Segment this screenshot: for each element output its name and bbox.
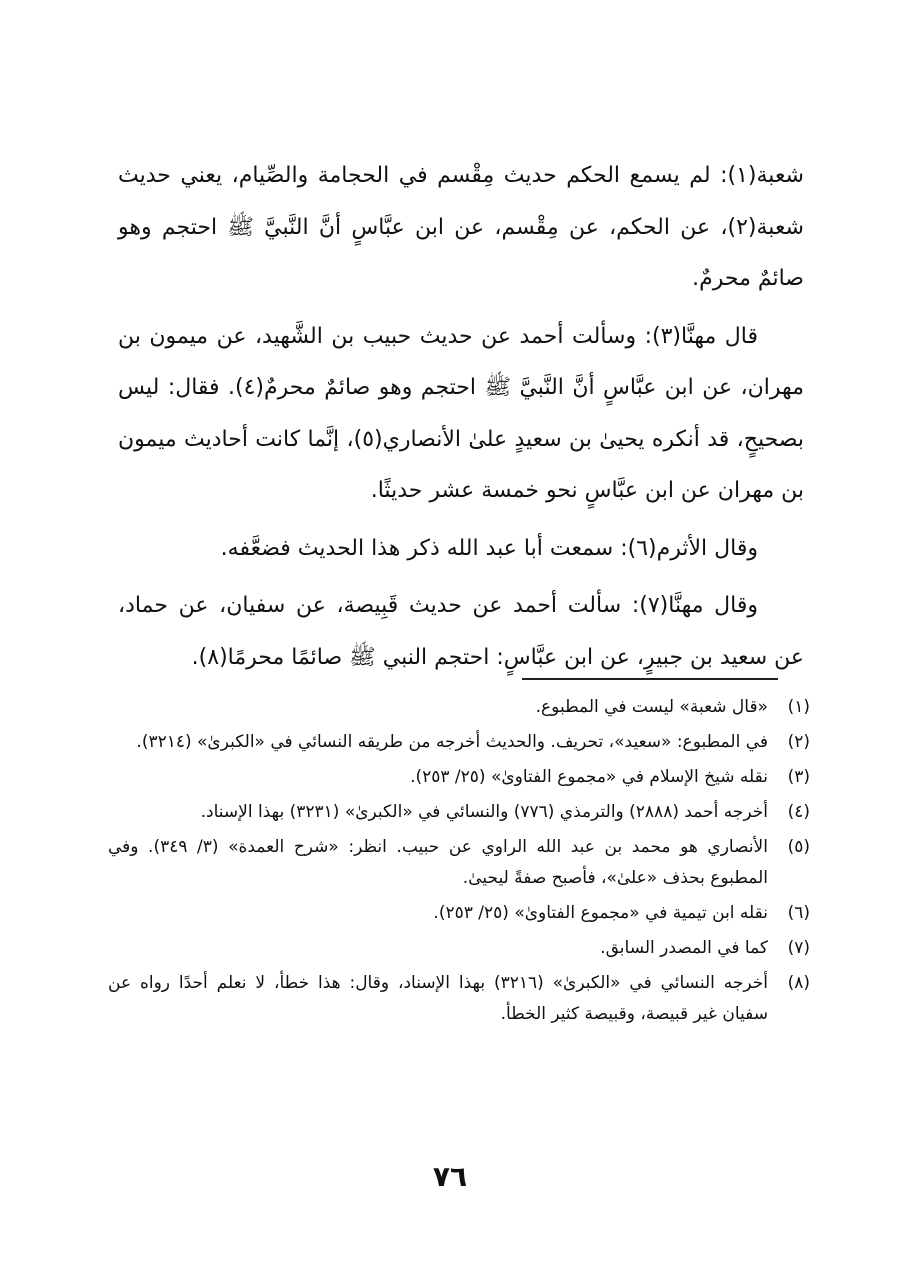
footnote-number: (٣) <box>787 767 810 787</box>
footnote-text: الأنصاري هو محمد بن عبد الله الراوي عن حبيب. انظر: «شرح العمدة» (٣/ ٣٤٩). وفي المطبوع بحذف «علىٰ»، فأصبح صفةً ليحيىٰ. <box>108 837 768 888</box>
footnote-number: (٧) <box>787 938 810 958</box>
footnotes <box>108 692 810 1034</box>
paragraph-3: وقال الأثرم(٦): سمعت أبا عبد الله ذكر هذا الحديث فضعَّفه. <box>220 535 758 561</box>
paragraph-1: شعبة(١): لم يسمع الحكم حديث مِقْسم في الحجامة والصِّيام، يعني حديث شعبة(٢)، عن الحكم، عن مِقْسم، عن ابن عبَّاسٍ أنَّ النَّبيَّ ﷺ احتجم وهو صائمٌ محرمٌ. <box>118 163 804 291</box>
footnote-number: (٢) <box>787 732 810 752</box>
page-number: ٧٦ <box>432 1160 468 1193</box>
footnote-text: «قال شعبة» ليست في المطبوع. <box>535 697 768 717</box>
footnote-2 <box>108 727 810 758</box>
footnote-text: نقله شيخ الإسلام في «مجموع الفتاوىٰ» (٢٥/ ٢٥٣). <box>410 767 768 787</box>
footnote-number: (٨) <box>787 973 810 993</box>
footnote-4 <box>108 797 810 828</box>
paragraph-4: وقال مهنَّا(٧): سألت أحمد عن حديث قَبِيصة، عن سفيان، عن حماد، عن سعيد بن جبيرٍ، عن ابن عبَّاسٍ: احتجم النبي ﷺ صائمًا محرمًا(٨). <box>118 593 804 670</box>
footnote-1 <box>108 692 810 723</box>
footnote-7 <box>108 933 810 964</box>
footnote-number: (٥) <box>787 837 810 857</box>
footnote-3 <box>108 762 810 793</box>
footnote-5 <box>108 832 810 894</box>
footnote-text: نقله ابن تيمية في «مجموع الفتاوىٰ» (٢٥/ ٢٥٣). <box>433 903 768 923</box>
footnote-text: أخرجه النسائي في «الكبرىٰ» (٣٢١٦) بهذا الإسناد، وقال: هذا خطأ، لا نعلم أحدًا رواه عن سفيان غير قبيصة، وقبيصة كثير الخطأ. <box>108 973 768 1024</box>
footnote-separator <box>522 678 778 680</box>
footnote-8 <box>108 968 810 1030</box>
footnote-6 <box>108 898 810 929</box>
footnote-text: في المطبوع: «سعيد»، تحريف. والحديث أخرجه من طريقه النسائي في «الكبرىٰ» (٣٢١٤). <box>136 732 768 752</box>
footnote-number: (٤) <box>787 802 810 822</box>
footnote-number: (٦) <box>787 903 810 923</box>
footnote-text: أخرجه أحمد (٢٨٨٨) والترمذي (٧٧٦) والنسائي في «الكبرىٰ» (٣٢٣١) بهذا الإسناد. <box>200 802 768 822</box>
footnote-text: كما في المصدر السابق. <box>600 938 768 958</box>
paragraph-2: قال مهنَّا(٣): وسألت أحمد عن حديث حبيب بن الشَّهيد، عن ميمون بن مهران، عن ابن عبَّاسٍ أنَّ النَّبيَّ ﷺ احتجم وهو صائمٌ محرمٌ(٤). فقال: ليس بصحيحٍ، قد أنكره يحيىٰ بن سعيدٍ علىٰ الأنصاري(٥)، إنَّما كانت أحاديث ميمون بن مهران عن ابن عبَّاسٍ نحو خمسة عشر حديثًا. <box>118 323 804 503</box>
main-text <box>118 150 804 689</box>
footnote-number: (١) <box>787 697 810 717</box>
